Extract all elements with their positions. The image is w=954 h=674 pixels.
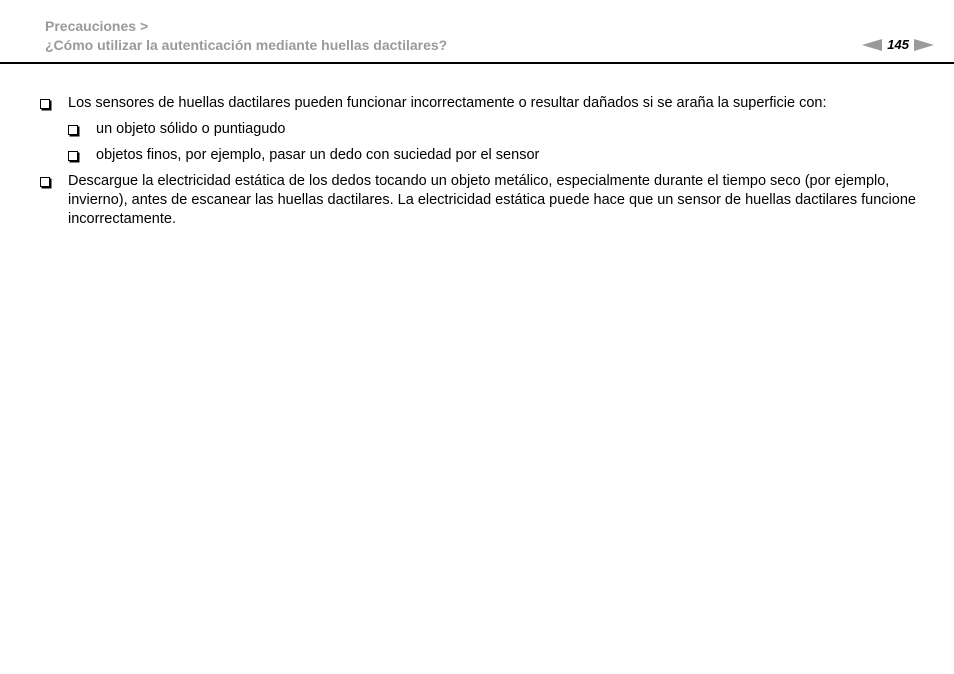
list-subitem [68,120,920,139]
page-navigator [862,37,934,52]
page-header [0,0,954,64]
list-item-text: Descargue la electricidad estática de los dedos tocando un objeto metálico, especialmente durante el tiempo seco (por ejemplo, invierno), antes de escanear las huellas dactilares. La electricidad estática puede hace que un sensor de huellas dactilares funcione incorrectamente. [68,173,916,227]
list-subitem [68,146,920,165]
list-subitem-text: un objeto sólido o puntiagudo [96,121,286,137]
header-divider [0,62,954,64]
arrow-left-icon[interactable] [862,39,882,51]
list-subitem-text: objetos finos, por ejemplo, pasar un dedo con suciedad por el sensor [96,147,540,163]
checkbox-bullet-icon [68,146,96,165]
arrow-right-icon[interactable] [914,39,934,51]
list-item-text: Los sensores de huellas dactilares pueden funcionar incorrectamente o resultar dañados si se araña la superficie con: [68,95,827,111]
breadcrumb [45,17,447,55]
page-number: 145 [887,37,909,52]
list-item [40,94,920,113]
list-item [40,172,920,229]
breadcrumb-parent[interactable]: Precauciones > [45,18,149,34]
breadcrumb-title[interactable]: ¿Cómo utilizar la autenticación mediante huellas dactilares? [45,37,448,53]
checkbox-bullet-icon [40,94,68,113]
checkbox-bullet-icon [68,120,96,139]
main-content [40,94,920,236]
checkbox-bullet-icon [40,172,68,191]
